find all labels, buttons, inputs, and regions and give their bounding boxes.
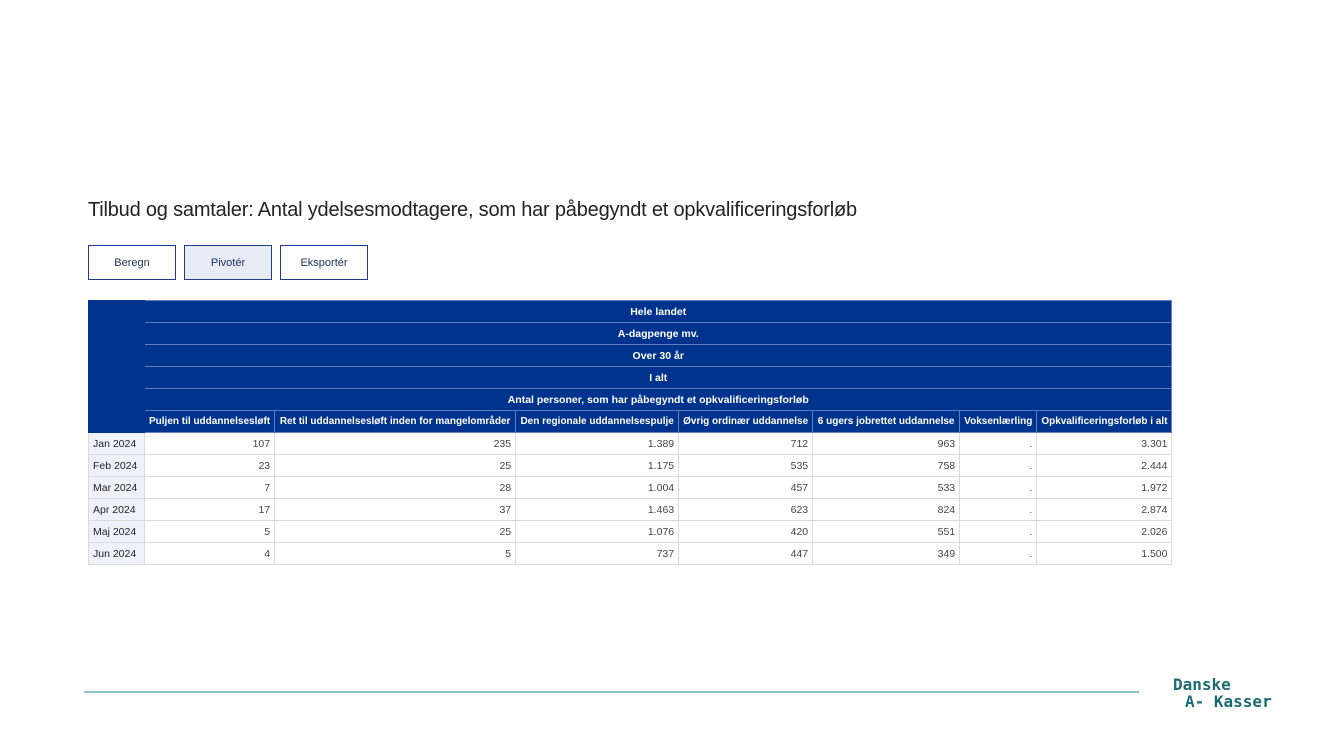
table-cell: . [960,543,1037,565]
table-row [89,521,1172,543]
table-cell: 1.500 [1037,543,1172,565]
eksporter-button[interactable]: Eksportér [280,245,368,280]
table-cell: 28 [275,477,516,499]
column-header[interactable]: Den regionale uddannelsespulje [516,411,679,433]
header-region[interactable]: Hele landet [145,301,1172,323]
column-header[interactable]: Øvrig ordinær uddannelse [679,411,813,433]
table-row [89,499,1172,521]
logo-line-1: Danske [1173,675,1231,694]
header-total[interactable]: I alt [145,367,1172,389]
table-cell: 37 [275,499,516,521]
table-row [89,477,1172,499]
table-cell: 1.076 [516,521,679,543]
column-header[interactable]: Puljen til uddannelsesløft [145,411,275,433]
table-cell: 25 [275,455,516,477]
table-cell: 107 [145,433,275,455]
table-cell: . [960,521,1037,543]
table-cell: 2.444 [1037,455,1172,477]
table-cell: 25 [275,521,516,543]
table-cell: . [960,433,1037,455]
page-title: Tilbud og samtaler: Antal ydelsesmodtagere, som har påbegyndt et opkvalificeringsforløb [88,199,857,221]
table-corner [89,301,145,433]
table-cell: 5 [275,543,516,565]
table-cell: 758 [813,455,960,477]
row-label: Apr 2024 [89,499,145,521]
data-table [88,300,1172,565]
footer-divider [84,691,1139,693]
header-benefit[interactable]: A-dagpenge mv. [145,323,1172,345]
table-cell: 235 [275,433,516,455]
table-row [89,543,1172,565]
table-cell: 533 [813,477,960,499]
table-cell: 2.874 [1037,499,1172,521]
table-cell: 1.389 [516,433,679,455]
table-cell: 457 [679,477,813,499]
table-cell: . [960,477,1037,499]
table-cell: 712 [679,433,813,455]
row-label: Jun 2024 [89,543,145,565]
table-cell: 623 [679,499,813,521]
table-cell: 1.175 [516,455,679,477]
toolbar [88,245,368,280]
column-header[interactable]: Voksenlærling [960,411,1037,433]
table-row [89,433,1172,455]
row-label: Jan 2024 [89,433,145,455]
table-cell: 2.026 [1037,521,1172,543]
table-cell: 824 [813,499,960,521]
table-header [89,301,1172,433]
logo-line-2: A- Kasser [1185,692,1272,711]
header-measure[interactable]: Antal personer, som har påbegyndt et opkvalificeringsforløb [145,389,1172,411]
table-cell: 1.972 [1037,477,1172,499]
table-cell: 349 [813,543,960,565]
table-body [89,433,1172,565]
table-row [89,455,1172,477]
table-cell: 737 [516,543,679,565]
row-label: Maj 2024 [89,521,145,543]
table-cell: 535 [679,455,813,477]
table-cell: 23 [145,455,275,477]
table-cell: 4 [145,543,275,565]
danske-a-kasser-logo [1173,676,1272,710]
table-cell: 1.463 [516,499,679,521]
row-label: Mar 2024 [89,477,145,499]
table-cell: 963 [813,433,960,455]
table-cell: . [960,455,1037,477]
row-label: Feb 2024 [89,455,145,477]
table-cell: 5 [145,521,275,543]
table-cell: 420 [679,521,813,543]
column-header[interactable]: 6 ugers jobrettet uddannelse [813,411,960,433]
table-cell: 7 [145,477,275,499]
table-cell: 1.004 [516,477,679,499]
pivoter-button[interactable]: Pivotér [184,245,272,280]
header-age[interactable]: Over 30 år [145,345,1172,367]
table-cell: 3.301 [1037,433,1172,455]
column-header[interactable]: Opkvalificeringsforløb i alt [1037,411,1172,433]
beregn-button[interactable]: Beregn [88,245,176,280]
column-header[interactable]: Ret til uddannelsesløft inden for mangelområder [275,411,516,433]
table-cell: 17 [145,499,275,521]
table-cell: 447 [679,543,813,565]
table-cell: . [960,499,1037,521]
table-cell: 551 [813,521,960,543]
